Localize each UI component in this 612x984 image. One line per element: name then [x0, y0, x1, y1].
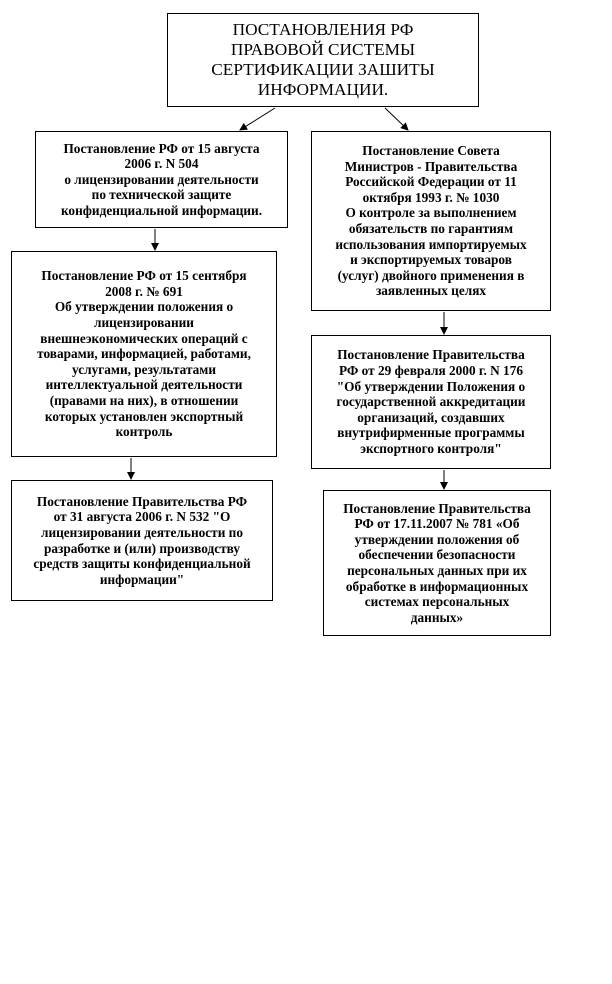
left-node-3-box [11, 480, 273, 601]
left-node-1-text: Постановление РФ от 15 августа 2006 г. N 504 о лицензировании деятельности по технической защите конфиденциальной информации. [60, 140, 263, 218]
right-node-1-box [311, 131, 551, 311]
arrow-root-to-left [240, 108, 275, 130]
right-node-3-box [323, 490, 551, 636]
right-node-2-box [311, 335, 551, 469]
arrow-root-to-right [385, 108, 408, 130]
right-node-1-text: Постановление Совета Министров - Правительства Российской Федерации от 11 октября 1993 г. № 1030 О контроле за выполнением обязательств по гарантиям использования импортируемых и экспортируемых товаров (услуг) двойного применения в заявленных целях [335, 143, 527, 299]
right-node-3-text: Постановление Правительства РФ от 17.11.2007 № 781 «Об утверждении положения об обеспечении безопасности персональных данных при их обработке в информационных системах персональных данных» [343, 500, 531, 625]
left-node-3-text: Постановление Правительства РФ от 31 августа 2006 г. N 532 "О лицензировании деятельности по разработке и (или) производству средств защиты конфиденциальной информации" [33, 493, 251, 587]
root-node-text: ПОСТАНОВЛЕНИЯ РФ ПРАВОВОЙ СИСТЕМЫ СЕРТИФИКАЦИИ ЗАШИТЫ ИНФОРМАЦИИ. [211, 20, 435, 99]
left-node-2-box [11, 251, 277, 457]
root-node-box [167, 13, 479, 107]
right-node-2-text: Постановление Правительства РФ от 29 февраля 2000 г. N 176 "Об утверждении Положения о государственной аккредитации организаций, создавших внутрифирменные программы экспортного контроля" [336, 347, 526, 456]
left-node-1-box [35, 131, 288, 228]
left-node-2-text: Постановление РФ от 15 сентября 2008 г. № 691 Об утверждении положения о лицензировании внешнеэкономических операций с товарами, информацией, работами, услугами, результатами интеллектуальной деятельности (правами на них), в отношении которых установлен экспортный контроль [37, 268, 251, 440]
